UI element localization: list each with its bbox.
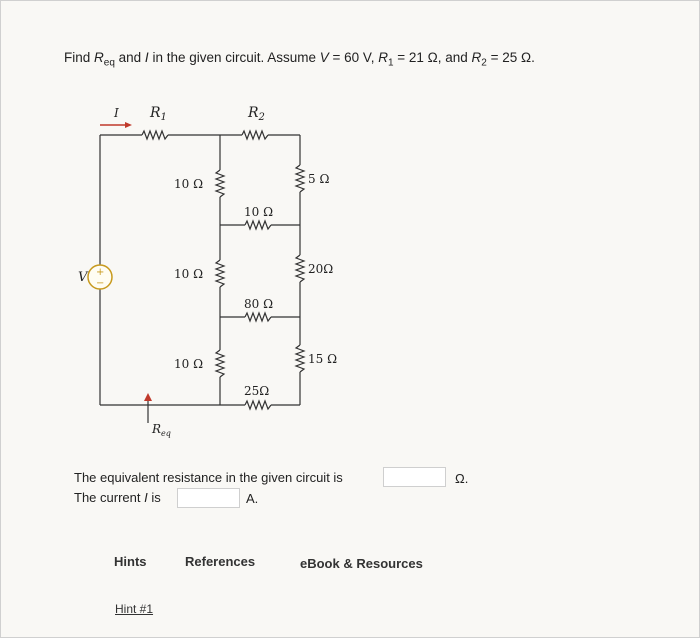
resistor-left-mid <box>216 260 224 287</box>
svg-text:R2: $R_2$ <box>248 105 265 123</box>
resistor-right-mid <box>296 255 304 282</box>
svg-text:−: − <box>96 278 105 289</box>
svg-text:10 Ω: 10 Ω <box>244 205 274 219</box>
resistor-r2 <box>242 131 268 139</box>
resistor-left-bot <box>216 350 224 377</box>
resistor-right-top <box>296 165 304 192</box>
circuit-diagram <box>80 95 380 445</box>
svg-text:I: I <box>114 106 119 120</box>
current-unit: A. <box>246 491 259 506</box>
req-prompt: The equivalent resistance in the given circuit is <box>74 470 343 485</box>
resistor-left-top <box>216 170 224 197</box>
svg-text:15 Ω: 15 Ω <box>308 352 338 366</box>
resistor-center-bot <box>245 401 271 409</box>
tab-hints[interactable]: Hints <box>114 554 147 569</box>
tab-ebook-resources[interactable]: eBook & Resources <box>300 556 423 571</box>
svg-text:25Ω: 25Ω <box>244 384 270 398</box>
hint-1-link[interactable]: Hint #1 <box>115 602 154 616</box>
question-text: Find $R_{eq}$ and I in the given circuit. Assume V = 60 V, $R_1 = 21$ Ω, and $R_2 = 25$ Ω. <box>64 50 535 69</box>
resistor-center-mid <box>245 313 271 321</box>
req-unit: Ω. <box>455 471 469 486</box>
svg-text:5 Ω: 5 Ω <box>308 172 330 186</box>
svg-text:10 Ω: 10 Ω <box>174 357 204 371</box>
resistor-center-top <box>245 221 271 229</box>
svg-text:10 Ω: 10 Ω <box>174 267 204 281</box>
svg-text:80 Ω: 80 Ω <box>244 297 274 311</box>
tab-references[interactable]: References <box>185 554 256 569</box>
req-arrow-icon <box>144 393 152 401</box>
current-prompt: The current I is <box>74 490 161 505</box>
svg-text:V: V <box>78 270 88 285</box>
resistor-r1 <box>142 131 168 139</box>
req-answer-input[interactable] <box>383 467 446 487</box>
current-answer-input[interactable] <box>177 488 240 508</box>
resistor-right-bot <box>296 345 304 372</box>
svg-text:10 Ω: 10 Ω <box>174 177 204 191</box>
svg-text:Req: $R_{eq}$ <box>152 422 171 438</box>
svg-text:+: + <box>96 267 105 278</box>
svg-text:R1: $R_1$ <box>150 105 167 123</box>
svg-text:20Ω: 20Ω <box>308 262 334 276</box>
